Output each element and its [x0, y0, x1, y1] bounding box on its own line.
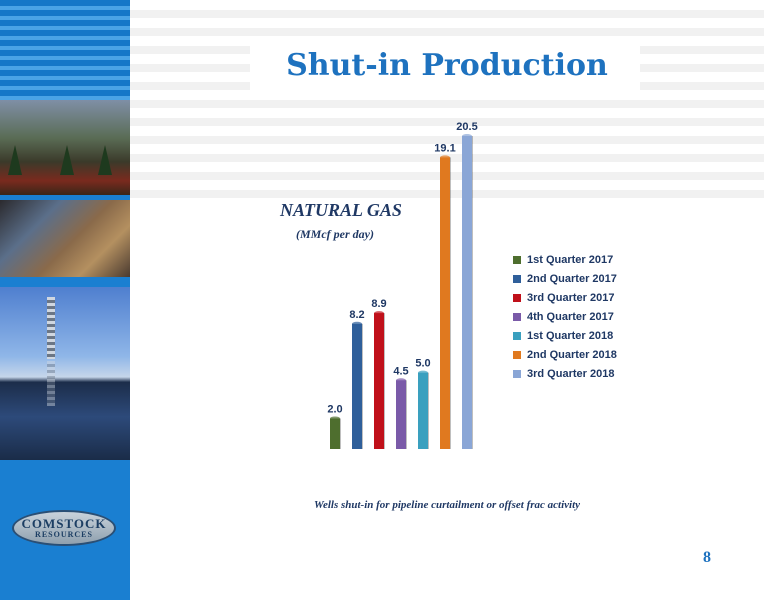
bar [418, 373, 428, 449]
logo-wordmark: COMSTOCK [21, 516, 107, 531]
legend-item [513, 269, 617, 288]
data-label: 8.9 [371, 298, 387, 311]
legend-label: 2nd Quarter 2017 [527, 272, 617, 285]
legend-swatch [513, 256, 521, 264]
legend-item [513, 345, 617, 364]
legend-item [513, 250, 617, 269]
legend-label: 2nd Quarter 2018 [527, 348, 617, 361]
data-label: 5.0 [415, 357, 431, 370]
legend-swatch [513, 370, 521, 378]
page-title: Shut-in Production [286, 48, 608, 83]
data-label: 4.5 [393, 365, 409, 378]
bar [374, 313, 384, 449]
legend-label: 3rd Quarter 2017 [527, 291, 615, 304]
legend-label: 4th Quarter 2017 [527, 310, 614, 323]
bar [330, 418, 340, 449]
bar [352, 324, 362, 449]
bar [462, 136, 472, 449]
bar-cap [330, 416, 340, 420]
bar-cap [440, 155, 450, 159]
legend-swatch [513, 332, 521, 340]
bar-cap [418, 371, 428, 375]
legend-item [513, 364, 617, 383]
legend-item [513, 307, 617, 326]
data-label: 2.0 [327, 403, 343, 416]
legend-label: 1st Quarter 2018 [527, 329, 614, 342]
legend-swatch [513, 313, 521, 321]
chart-title: NATURAL GAS [280, 200, 402, 220]
legend-swatch [513, 275, 521, 283]
bar [396, 380, 406, 449]
chart-subtitle: (MMcf per day) [296, 227, 374, 241]
chart-footnote: Wells shut-in for pipeline curtailment or offset frac activity [313, 499, 581, 511]
bar-cap [396, 378, 406, 382]
chart-legend [513, 250, 617, 383]
data-label: 8.2 [349, 308, 365, 321]
data-label: 19.1 [434, 142, 456, 155]
page-number: 8 [703, 549, 711, 566]
legend-item [513, 326, 617, 345]
data-label: 20.5 [456, 121, 478, 133]
bar-cap [352, 322, 362, 326]
legend-swatch [513, 294, 521, 302]
legend-item [513, 288, 617, 307]
bar-cap [374, 311, 384, 315]
legend-label: 1st Quarter 2017 [527, 253, 614, 266]
bar-cap [462, 134, 472, 138]
bar [440, 157, 450, 449]
legend-swatch [513, 351, 521, 359]
legend-label: 3rd Quarter 2018 [527, 367, 615, 380]
logo-subword: RESOURCES [35, 530, 93, 539]
